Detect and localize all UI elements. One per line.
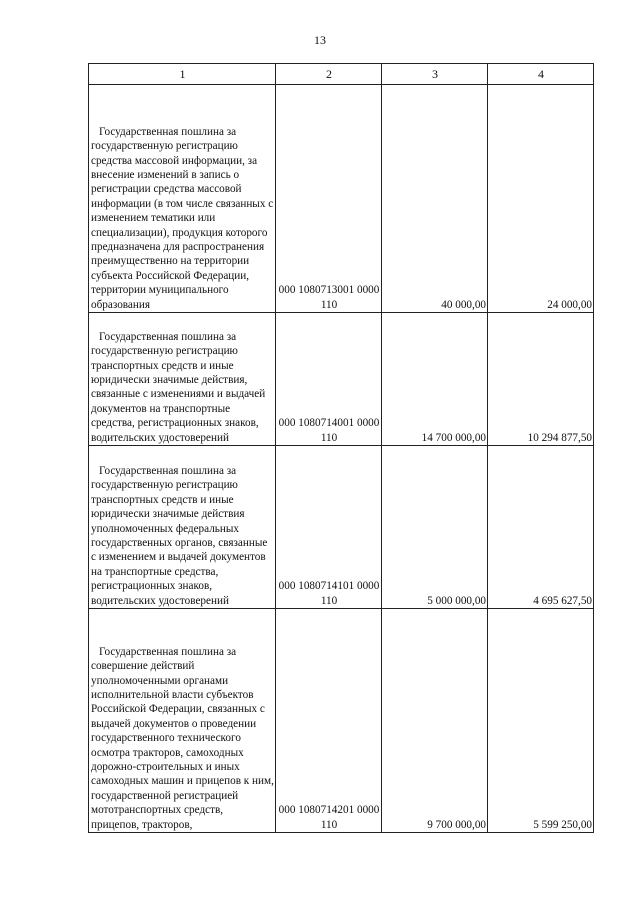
- column-header-1: 1: [89, 64, 276, 85]
- row-actual-cell: 4 695 627,50: [488, 446, 594, 609]
- row-plan-cell: 14 700 000,00: [382, 313, 488, 446]
- table-row: [89, 446, 594, 609]
- row-name-text: Государственная пошлина за государственную регистрацию транспортных средств и иные юридически значимые действия уполномоченных федеральных государственных органов, связанные с изменением и выдачей документов на транспортные средства, регистрационных знаков, водительских удостоверений: [91, 464, 268, 607]
- row-code-cell: 000 1080714001 0000 110: [276, 313, 382, 446]
- row-name-cell: [89, 609, 276, 833]
- row-actual-cell: 10 294 877,50: [488, 313, 594, 446]
- row-code-cell: 000 1080714201 0000 110: [276, 609, 382, 833]
- table-row: [89, 609, 594, 833]
- row-code-cell: 000 1080713001 0000 110: [276, 85, 382, 313]
- column-header-4: 4: [488, 64, 594, 85]
- column-header-3: 3: [382, 64, 488, 85]
- row-plan-cell: 9 700 000,00: [382, 609, 488, 833]
- row-name-cell: [89, 313, 276, 446]
- row-plan-cell: 5 000 000,00: [382, 446, 488, 609]
- row-plan-cell: 40 000,00: [382, 85, 488, 313]
- row-actual-cell: 24 000,00: [488, 85, 594, 313]
- row-name-cell: [89, 85, 276, 313]
- table-row: [89, 313, 594, 446]
- column-header-2: 2: [276, 64, 382, 85]
- table-header-row: [89, 64, 594, 85]
- row-name-text: Государственная пошлина за государственную регистрацию средства массовой информации, за внесение изменений в запись о регистрации средства массовой информации (в том числе связанных с изменением тематики или специализации), продукция которого предназначена для распространения преимущественно на территории субъекта Российской Федерации, территории муниципального образования: [91, 125, 274, 311]
- row-actual-cell: 5 599 250,00: [488, 609, 594, 833]
- row-name-text: Государственная пошлина за совершение действий уполномоченными органами исполнительной власти субъектов Российской Федерации, связанных с выдачей документов о проведении государственного технического осмотра тракторов, самоходных дорожно-строительных и иных самоходных машин и прицепов к ним, государственной регистрацией мототранспортных средств, прицепов, тракторов,: [91, 645, 274, 831]
- budget-table: [88, 63, 594, 833]
- row-code-cell: 000 1080714101 0000 110: [276, 446, 382, 609]
- row-name-cell: [89, 446, 276, 609]
- page-number: 13: [314, 33, 326, 47]
- row-name-text: Государственная пошлина за государственную регистрацию транспортных средств и иные юридически значимые действия, связанные с изменениями и выдачей документов на транспортные средства, регистрационных знаков, водительских удостоверений: [91, 330, 266, 444]
- table-row: [89, 85, 594, 313]
